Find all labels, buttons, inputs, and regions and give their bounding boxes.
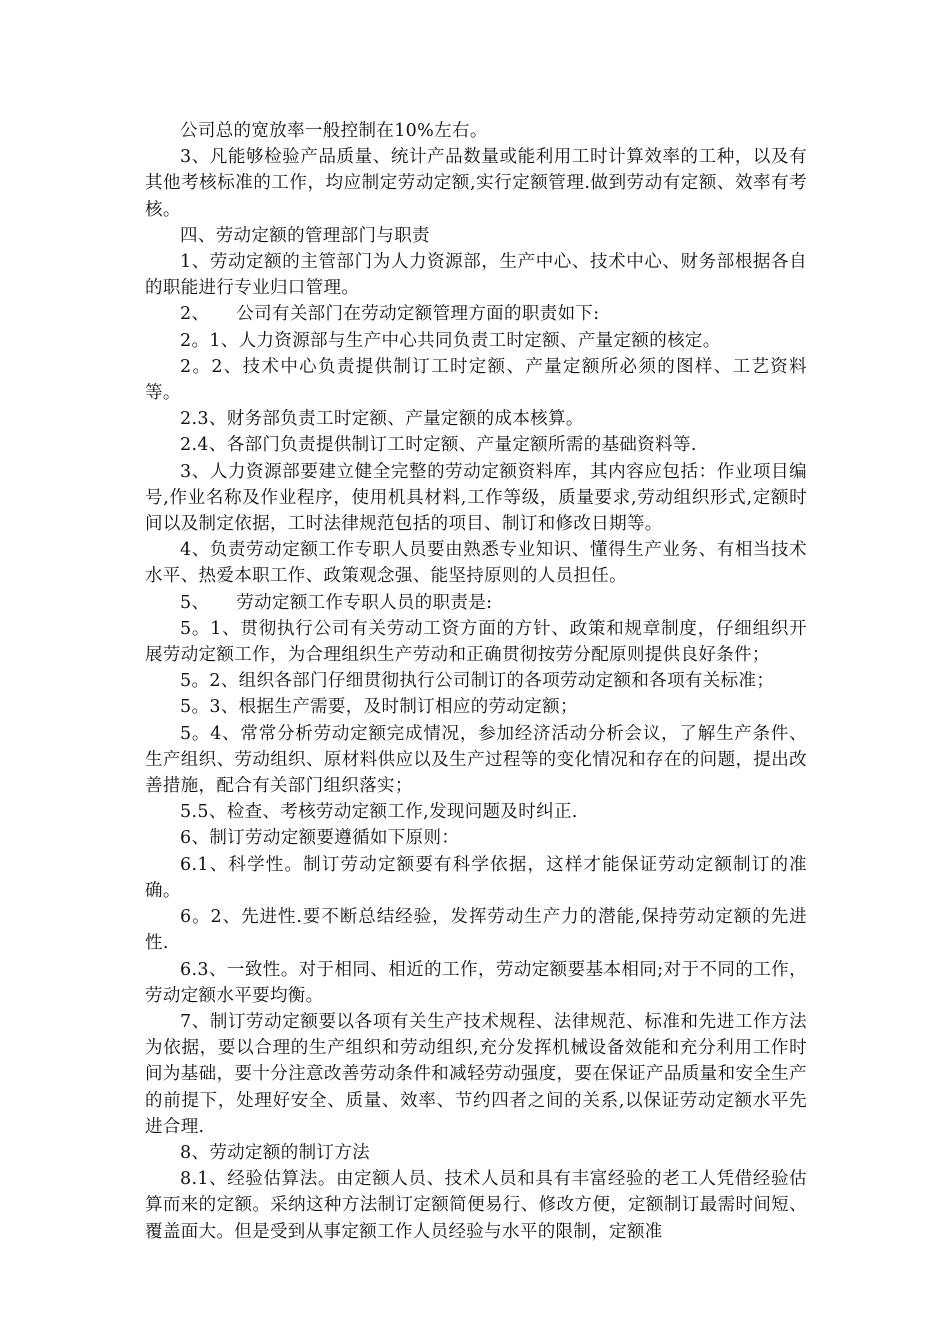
paragraph: 6、制订劳动定额要遵循如下原则： [180, 828, 460, 849]
paragraph: 8、劳动定额的制订方法 [180, 1142, 370, 1163]
document-body [145, 118, 807, 1245]
section-heading: 四、劳动定额的管理部门与职责 [180, 225, 430, 246]
paragraph: 3、人力资源部要建立健全完整的劳动定额资料库，其内容应包括：作业项目编号,作业名称及作业程序，使用机具材料,工作等级，质量要求,劳动组织形式,定额时间以及制定依据，工时法律规范包括的项目、制订和修改日期等。 [145, 461, 807, 535]
paragraph: 5、 劳动定额工作专职人员的职责是: [180, 592, 493, 613]
paragraph: 6.3、一致性。对于相同、相近的工作，劳动定额要基本相同;对于不同的工作，劳动定额水平要均衡。 [145, 959, 807, 1006]
paragraph: 2。1、人力资源部与生产中心共同负责工时定额、产量定额的核定。 [180, 330, 721, 351]
paragraph: 5.5、检查、考核劳动定额工作,发现问题及时纠正. [180, 802, 578, 823]
paragraph: 2.3、财务部负责工时定额、产量定额的成本核算。 [180, 409, 584, 430]
paragraph: 8.1、经验估算法。由定额人员、技术人员和具有丰富经验的老工人凭借经验估算而来的定额。采纳这种方法制订定额简便易行、修改方便，定额制订最需时间短、覆盖面大。但是受到从事定额工作人员经验与水平的限制，定额准 [145, 1169, 807, 1242]
paragraph: 5。3、根据生产需要，及时制订相应的劳动定额； [180, 697, 578, 718]
paragraph: 7、制订劳动定额要以各项有关生产技术规程、法律规范、标准和先进工作方法为依据，要以合理的生产组织和劳动组织,充分发挥机械设备效能和充分利用工作时间为基础，要十分注意改善劳动条件和减轻劳动强度，要在保证产品质量和安全生产的前提下，处理好安全、质量、效率、节约四者之间的关系,以保证劳动定额水平先进合理. [145, 1011, 807, 1137]
paragraph: 6.1、科学性。制订劳动定额要有科学依据，这样才能保证劳动定额制订的准确。 [145, 854, 807, 901]
paragraph: 4、负责劳动定额工作专职人员要由熟悉专业知识、懂得生产业务、有相当技术水平、热爱本职工作、政策观念强、能坚持原则的人员担任。 [145, 540, 807, 587]
paragraph: 5。1、贯彻执行公司有关劳动工资方面的方针、政策和规章制度，仔细组织开展劳动定额工作，为合理组织生产劳动和正确贯彻按劳分配原则提供良好条件； [145, 618, 807, 666]
paragraph: 2。2、技术中心负责提供制订工时定额、产量定额所必须的图样、工艺资料等。 [145, 356, 807, 404]
paragraph: 5。2、组织各部门仔细贯彻执行公司制订的各项劳动定额和各项有关标准； [180, 671, 775, 692]
paragraph: 1、劳动定额的主管部门为人力资源部，生产中心、技术中心、财务部根据各自的职能进行专业归口管理。 [145, 252, 807, 299]
paragraph: 公司总的宽放率一般控制在10%左右。 [180, 121, 488, 141]
paragraph: 5。4、常常分析劳动定额完成情况，参加经济活动分析会议，了解生产条件、生产组织、劳动组织、原材料供应以及生产过程等的变化情况和存在的问题，提出改善措施，配合有关部门组织落实； [145, 723, 807, 797]
paragraph: 3、凡能够检验产品质量、统计产品数量或能利用工时计算效率的工种，以及有其他考核标准的工作，均应制定劳动定额,实行定额管理.做到劳动有定额、效率有考核。 [145, 147, 807, 220]
paragraph: 2、 公司有关部门在劳动定额管理方面的职责如下: [180, 304, 600, 325]
paragraph: 2.4、各部门负责提供制订工时定额、产量定额所需的基础资料等. [180, 435, 697, 456]
paragraph: 6。2、先进性.要不断总结经验，发挥劳动生产力的潜能,保持劳动定额的先进性. [145, 907, 807, 954]
